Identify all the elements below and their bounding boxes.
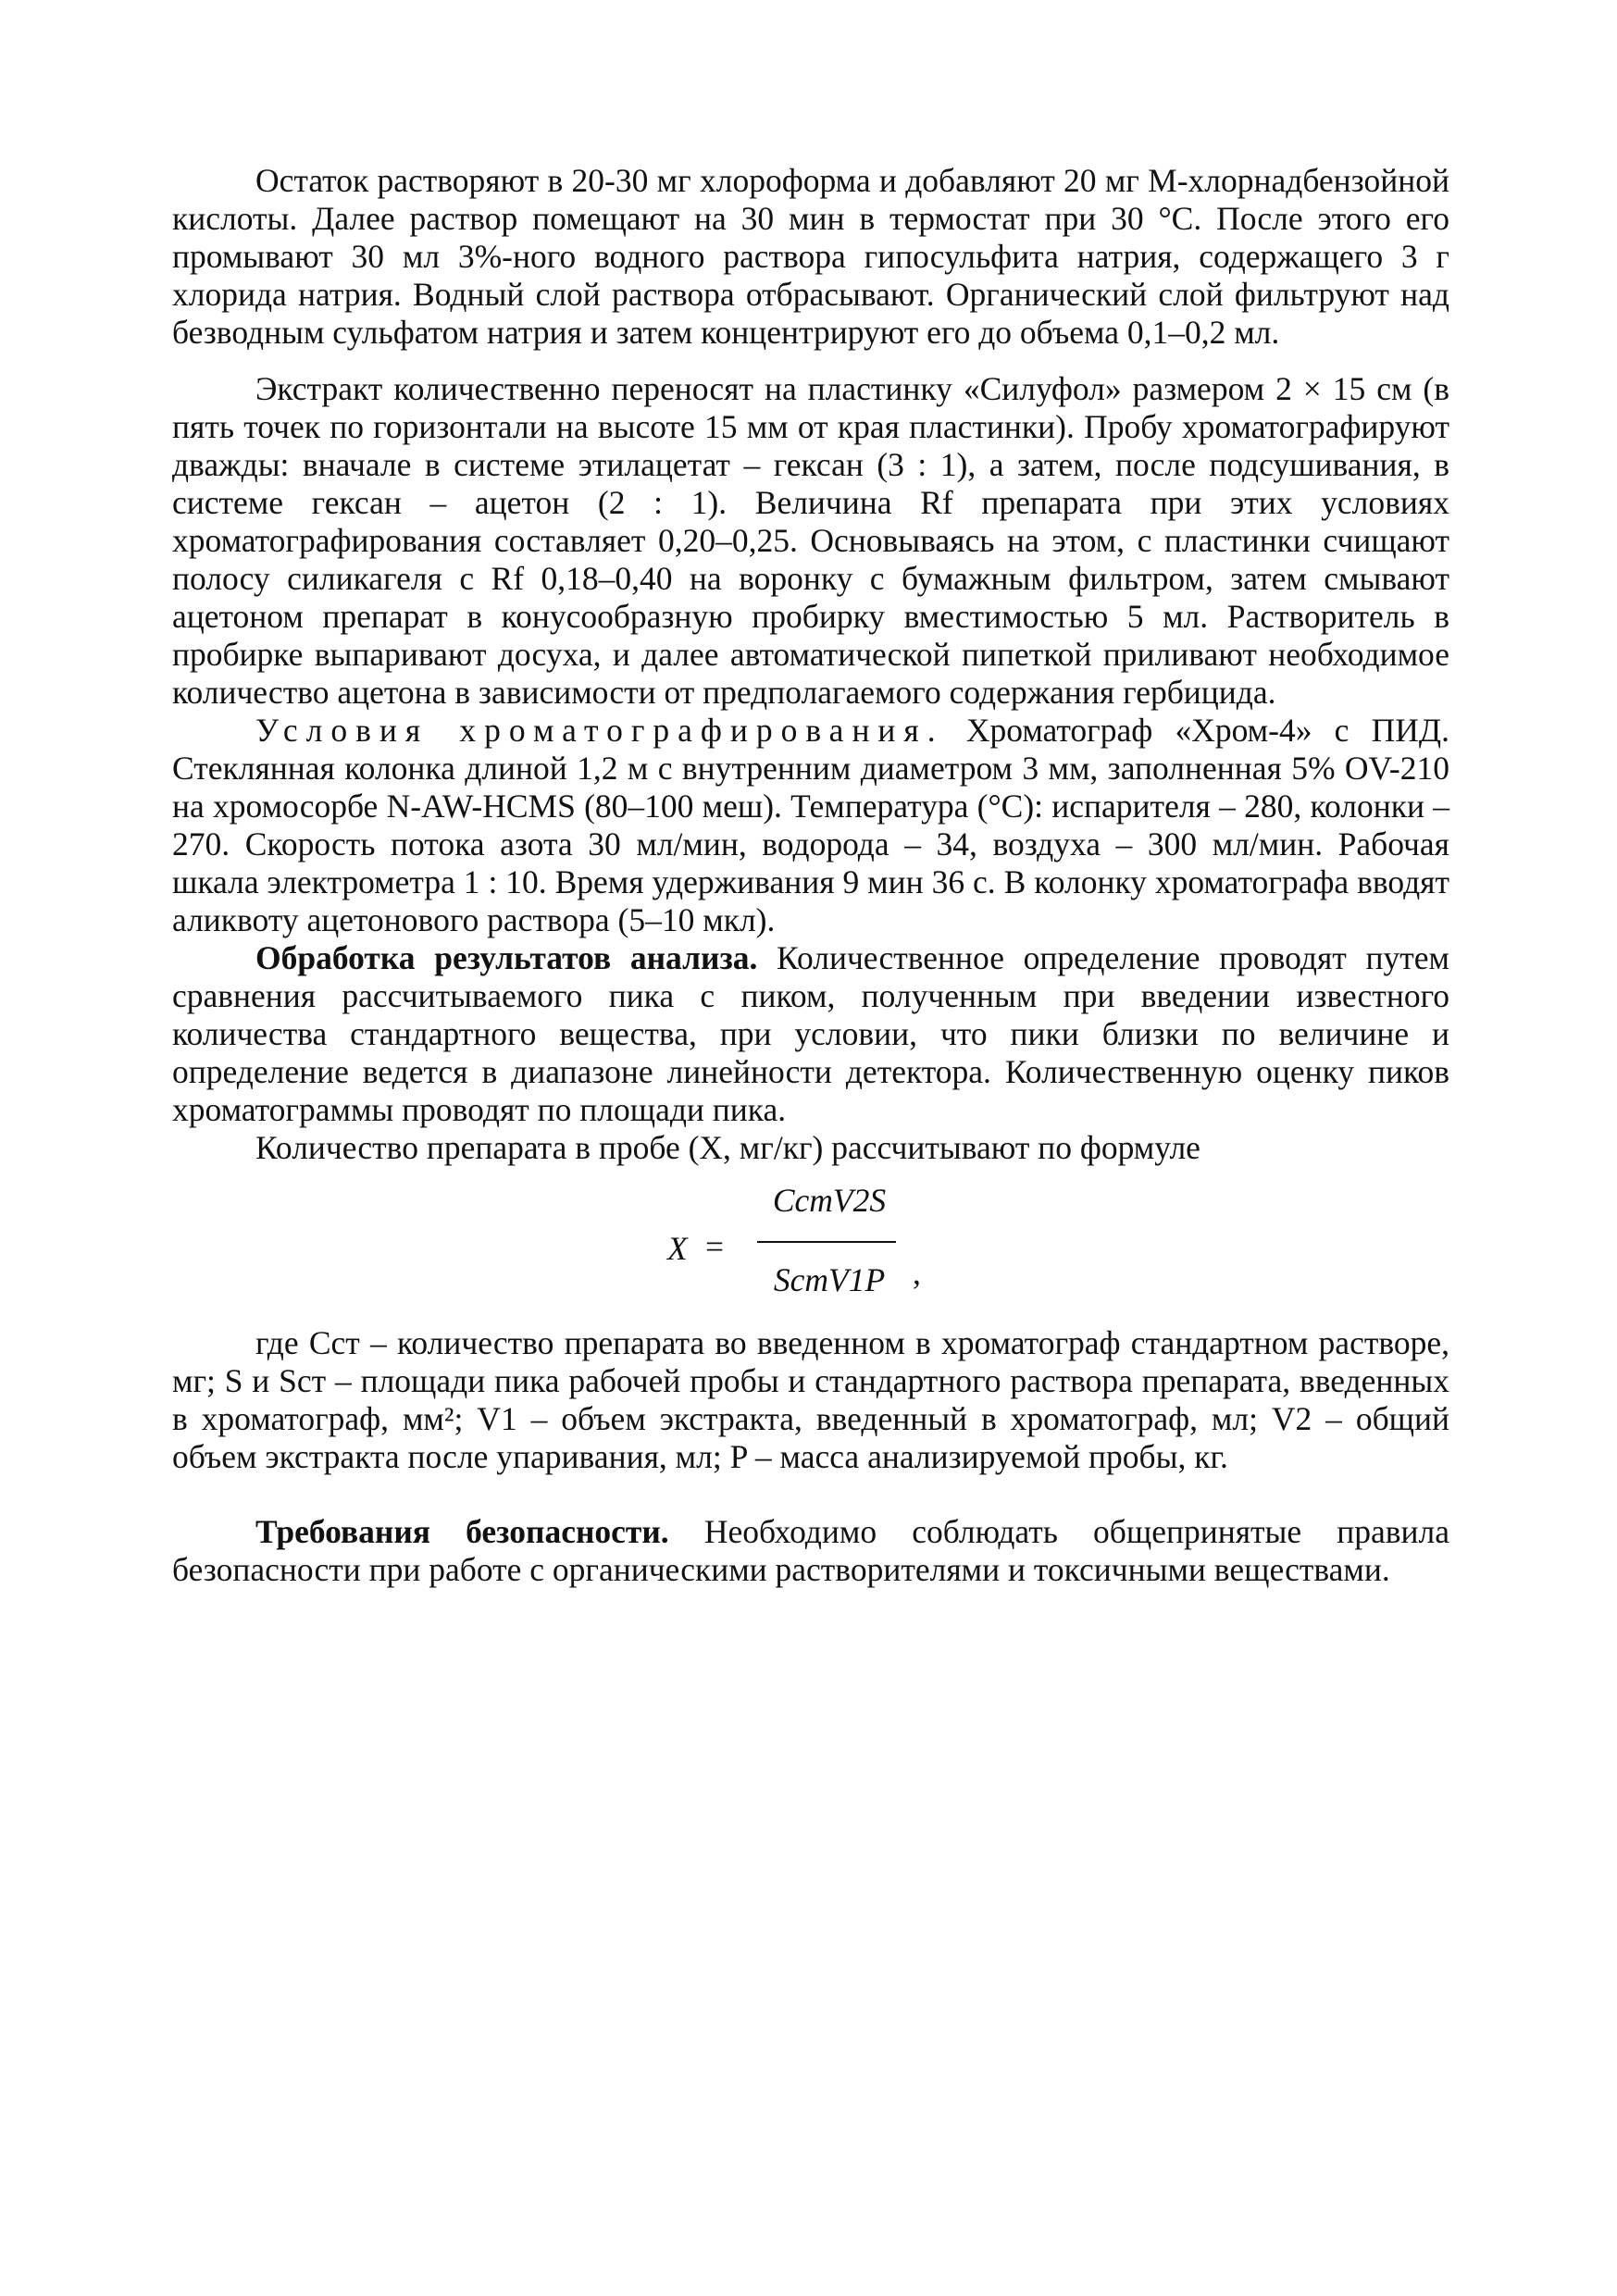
paragraph-variable-definitions: где Cст – количество препарата во введенном в хроматограф стандартном растворе, мг; S и Sст – площади пика рабочей пробы и стандартного раствора препарата, введенных в хроматограф, мм²; V1 – объем экстракта, введенный в хроматограф, мл; V2 – общий объем экстракта после упаривания, мл; P – масса анализируемой пробы, кг. [172, 1324, 1449, 1475]
heading-chromatography-conditions: Условия хроматографирования. [255, 712, 944, 749]
heading-results-processing: Обработка результатов анализа. [255, 939, 758, 976]
formula-denominator: SстV1P [773, 1261, 886, 1298]
formula-equals: = [705, 1228, 725, 1265]
document-page [172, 162, 1449, 1589]
safety-requirements-text: Необходимо соблюдать общепринятые правила безопасности при работе с органическими растворителями и токсичными веществами. [172, 1513, 1450, 1588]
formula-fraction-bar [757, 1241, 896, 1243]
paragraph-chromatography-conditions [172, 712, 1449, 939]
paragraph-formula-intro: Количество препарата в пробе (X, мг/кг) рассчитывают по формуле [255, 1129, 1200, 1166]
results-processing-text: Количественное определение проводят путем сравнения рассчитываемого пика с пиком, полученным при введении известного количества стандартного вещества, при условии, что пики близки по величине и определение ведется в диапазоне линейности детектора. Количественную оценку пиков хроматограммы проводят по площади пика. [172, 939, 1449, 1128]
paragraph-safety-requirements [172, 1513, 1449, 1589]
formula-comma: , [913, 1254, 921, 1291]
formula [172, 1173, 1449, 1322]
heading-safety-requirements: Требования безопасности. [255, 1513, 669, 1550]
paragraph-results-processing [172, 939, 1449, 1129]
paragraph-extract-transfer: Экстракт количественно переносят на пластинку «Силуфол» размером 2 × 15 см (в пять точек по горизонтали на высоте 15 мм от края пластинки). Пробу хроматографируют дважды: вначале в системе этилацетат – гексан (3 : 1), а затем, после подсушивания, в системе гексан – ацетон (2 : 1). Величина Rf препарата при этих условиях хроматографирования составляет 0,20–0,25. Основываясь на этом, с пластинки счищают полосу силикагеля с Rf 0,18–0,40 на воронку с бумажным фильтром, затем смывают ацетоном препарат в конусообразную пробирку вместимостью 5 мл. Растворитель в пробирке выпаривают досуха, и далее автоматической пипеткой приливают необходимое количество ацетона в зависимости от предполагаемого содержания гербицида. [172, 370, 1449, 711]
formula-numerator: CстV2S [772, 1182, 887, 1219]
chromatography-conditions-text: Хроматограф «Хром-4» с ПИД. Стеклянная колонка длиной 1,2 м с внутренним диаметром 3 мм, заполненная 5% OV-210 на хромосорбе N-AW-HCMS (80–100 меш). Температура (°С): испарителя – 280, колонки – 270. Скорость потока азота 30 мл/мин, водорода – 34, воздуха – 300 мл/мин. Рабочая шкала электрометра 1 : 10. Время удерживания 9 мин 36 с. В колонку хроматографа вводят аликвоту ацетонового раствора (5–10 мкл). [172, 712, 1449, 938]
formula-lhs: X [667, 1230, 688, 1267]
blank-spacer [172, 1476, 1449, 1513]
paragraph-residue-dissolution: Остаток растворяют в 20-30 мг хлороформа и добавляют 20 мг M-хлорнадбензойной кислоты. Далее раствор помещают на 30 мин в термостат при 30 °С. После этого его промывают 30 мл 3%-ного водного раствора гипосульфита натрия, содержащего 3 г хлорида натрия. Водный слой раствора отбрасывают. Органический слой фильтруют над безводным сульфатом натрия и затем концентрируют его до объема 0,1–0,2 мл. [172, 162, 1449, 351]
